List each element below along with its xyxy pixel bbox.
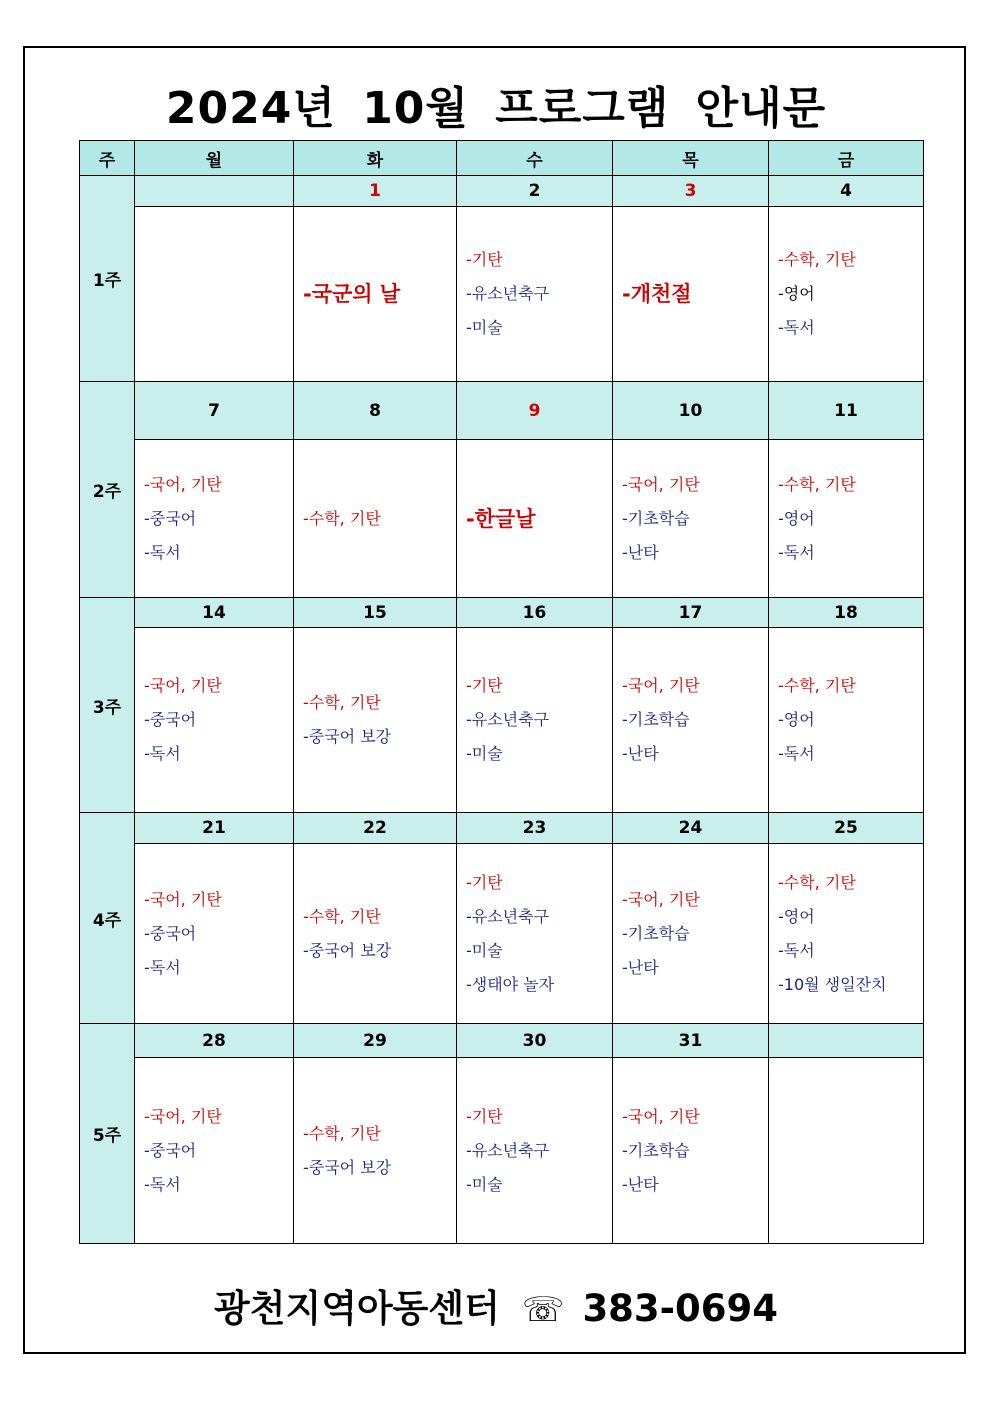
- date-cell: 24: [613, 813, 769, 844]
- program-item: -미술: [466, 318, 503, 337]
- program-row: [80, 1058, 924, 1244]
- week-label: 1주: [80, 176, 135, 382]
- week-label: 4주: [80, 813, 135, 1024]
- program-cell: [613, 1058, 769, 1244]
- date-cell: 25: [769, 813, 924, 844]
- program-item: -기초학습: [622, 508, 690, 528]
- header-day-fri: 금: [769, 141, 924, 176]
- program-item: -기초학습: [622, 923, 690, 943]
- program-row: [80, 207, 924, 382]
- date-cell: 9: [457, 382, 613, 440]
- date-cell: 17: [613, 598, 769, 628]
- date-cell: 30: [457, 1024, 613, 1058]
- program-item: -유소년축구: [466, 1140, 550, 1160]
- program-item: -유소년축구: [466, 906, 550, 926]
- program-item: -독서: [778, 542, 815, 562]
- header-day-mon: 월: [135, 141, 294, 176]
- holiday-label: -국군의 날: [303, 282, 401, 306]
- program-item: -기탄: [466, 1106, 503, 1126]
- date-row: [80, 176, 924, 207]
- date-row: [80, 382, 924, 440]
- program-cell: [457, 844, 613, 1024]
- program-item: -중국어: [144, 508, 197, 528]
- program-cell: [135, 1058, 294, 1244]
- date-cell: 14: [135, 598, 294, 628]
- program-item: -수학, 기탄: [778, 676, 856, 695]
- program-row: [80, 844, 924, 1024]
- date-cell: 22: [294, 813, 457, 844]
- date-row: [80, 1024, 924, 1058]
- date-cell: [769, 1024, 924, 1058]
- program-cell: [613, 440, 769, 598]
- program-item: -독서: [144, 542, 181, 562]
- program-item: -영어: [778, 508, 815, 528]
- program-item: -난타: [622, 744, 659, 763]
- program-cell: [135, 207, 294, 382]
- holiday-label: -개천절: [622, 282, 692, 306]
- program-item: -독서: [778, 940, 815, 960]
- date-cell: 18: [769, 598, 924, 628]
- program-cell: [294, 440, 457, 598]
- program-item: -10월 생일잔치: [778, 974, 887, 994]
- date-row: [80, 813, 924, 844]
- date-row: [80, 598, 924, 628]
- program-cell: [613, 844, 769, 1024]
- phone-icon: ☏: [521, 1290, 565, 1330]
- program-item: -국어, 기탄: [622, 474, 700, 494]
- date-cell: 1: [294, 176, 457, 207]
- program-cell: [457, 207, 613, 382]
- program-item: -수학, 기탄: [778, 250, 856, 269]
- program-cell: [769, 207, 924, 382]
- program-item: -미술: [466, 744, 503, 763]
- program-item: -수학, 기탄: [303, 906, 381, 926]
- header-week: 주: [80, 141, 135, 176]
- program-item: -영어: [778, 710, 815, 729]
- program-item: -유소년축구: [466, 284, 550, 303]
- footer: [0, 1278, 992, 1332]
- date-cell: 10: [613, 382, 769, 440]
- program-item: -중국어 보강: [303, 727, 392, 746]
- program-item: -국어, 기탄: [622, 889, 700, 909]
- header-day-thu: 목: [613, 141, 769, 176]
- program-item: -중국어 보강: [303, 940, 392, 960]
- program-item: -국어, 기탄: [144, 889, 222, 909]
- program-item: -중국어: [144, 923, 197, 943]
- program-cell: [457, 628, 613, 813]
- program-cell: [457, 1058, 613, 1244]
- date-cell: 3: [613, 176, 769, 207]
- program-cell: [769, 1058, 924, 1244]
- date-cell: 28: [135, 1024, 294, 1058]
- program-item: -기탄: [466, 250, 503, 269]
- program-item: -수학, 기탄: [778, 872, 856, 892]
- page-title: 2024년 10월 프로그램 안내문: [165, 83, 827, 134]
- program-item: -중국어 보강: [303, 1157, 392, 1177]
- program-item: -독서: [144, 1174, 181, 1194]
- program-cell: [613, 207, 769, 382]
- program-cell: [294, 1058, 457, 1244]
- date-cell: 23: [457, 813, 613, 844]
- program-item: -미술: [466, 940, 503, 960]
- program-cell: [613, 628, 769, 813]
- program-item: -독서: [778, 744, 815, 763]
- date-cell: 4: [769, 176, 924, 207]
- program-item: -난타: [622, 542, 659, 562]
- calendar-body: [80, 176, 924, 1244]
- program-item: -독서: [144, 957, 181, 977]
- date-cell: 15: [294, 598, 457, 628]
- week-label: 5주: [80, 1024, 135, 1244]
- program-cell: [769, 844, 924, 1024]
- program-item: -국어, 기탄: [622, 1106, 700, 1126]
- program-item: -독서: [778, 318, 815, 337]
- phone-number: 383-0694: [582, 1287, 779, 1330]
- program-cell: [135, 440, 294, 598]
- program-item: -기초학습: [622, 710, 690, 729]
- header-row: [80, 141, 924, 176]
- date-cell: 8: [294, 382, 457, 440]
- date-cell: 2: [457, 176, 613, 207]
- program-cell: [294, 207, 457, 382]
- program-item: -난타: [622, 957, 659, 977]
- date-cell: 16: [457, 598, 613, 628]
- program-cell: [135, 844, 294, 1024]
- program-item: -독서: [144, 744, 181, 763]
- program-item: -영어: [778, 906, 815, 926]
- week-label: 3주: [80, 598, 135, 813]
- program-item: -수학, 기탄: [303, 693, 381, 712]
- program-item: -수학, 기탄: [303, 508, 381, 528]
- header-day-wed: 수: [457, 141, 613, 176]
- program-cell: [135, 628, 294, 813]
- date-cell: 11: [769, 382, 924, 440]
- program-row: [80, 628, 924, 813]
- program-item: -난타: [622, 1174, 659, 1194]
- date-cell: [135, 176, 294, 207]
- calendar-table: [79, 140, 924, 1244]
- program-item: -기탄: [466, 676, 503, 695]
- program-item: -유소년축구: [466, 710, 550, 729]
- program-row: [80, 440, 924, 598]
- date-cell: 7: [135, 382, 294, 440]
- date-cell: 31: [613, 1024, 769, 1058]
- program-item: -국어, 기탄: [144, 1106, 222, 1126]
- program-item: -수학, 기탄: [303, 1123, 381, 1143]
- program-cell: [294, 844, 457, 1024]
- date-cell: 21: [135, 813, 294, 844]
- program-item: -영어: [778, 284, 815, 303]
- program-item: -기탄: [466, 872, 503, 892]
- program-item: -국어, 기탄: [622, 676, 700, 695]
- program-item: -국어, 기탄: [144, 676, 222, 695]
- program-item: -수학, 기탄: [778, 474, 856, 494]
- program-cell: [294, 628, 457, 813]
- date-cell: 29: [294, 1024, 457, 1058]
- week-label: 2주: [80, 382, 135, 598]
- program-cell: [457, 440, 613, 598]
- program-item: -중국어: [144, 1140, 197, 1160]
- header-day-tue: 화: [294, 141, 457, 176]
- program-item: -생태야 놀자: [466, 974, 555, 994]
- program-cell: [769, 440, 924, 598]
- program-item: -기초학습: [622, 1140, 690, 1160]
- program-item: -중국어: [144, 710, 197, 729]
- program-cell: [769, 628, 924, 813]
- program-item: -국어, 기탄: [144, 474, 222, 494]
- center-name: 광천지역아동센터: [213, 1287, 500, 1330]
- program-item: -미술: [466, 1174, 503, 1194]
- holiday-label: -한글날: [466, 506, 536, 531]
